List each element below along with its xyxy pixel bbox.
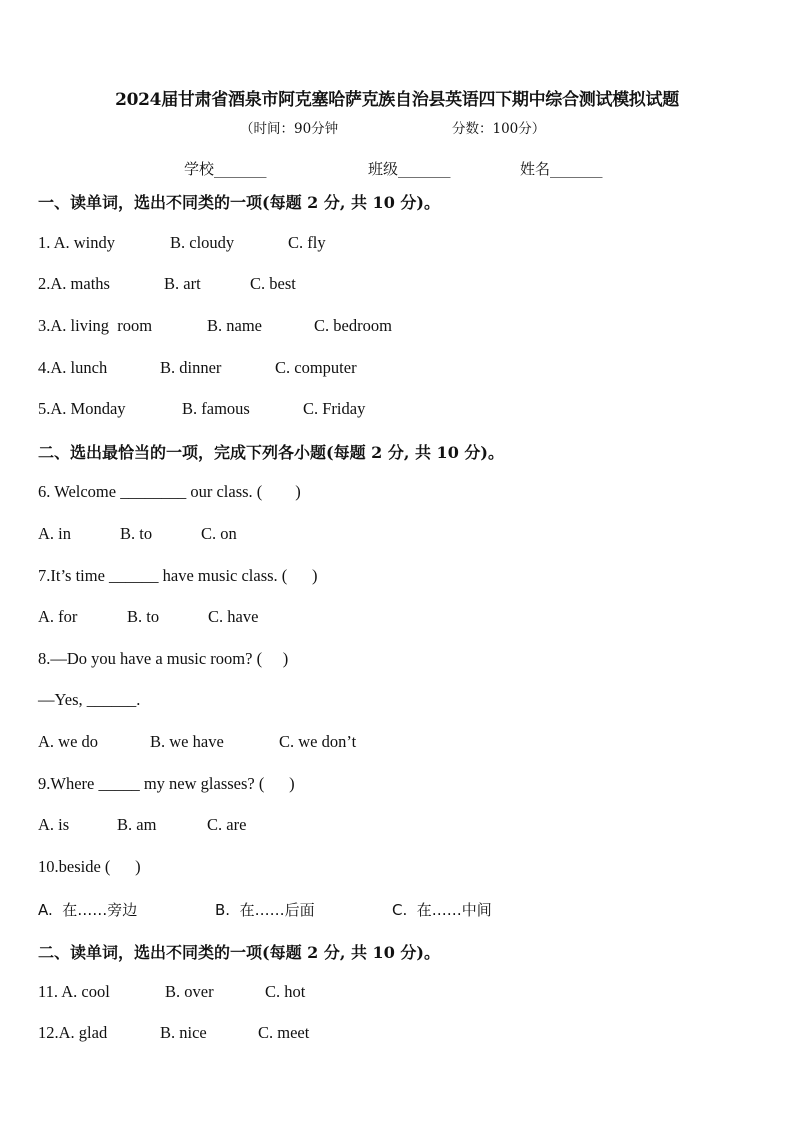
q6-stem: 6. Welcome ________ our class. ( ) [38, 482, 301, 501]
exam-score: 分数：100分） [452, 121, 546, 137]
q8-option-c: C. we don’t [279, 732, 357, 751]
q3-option-a: 3.A. living room [38, 316, 153, 335]
q8-option-a: A. we do [38, 732, 99, 751]
q5-option-a: 5.A. Monday [38, 399, 126, 418]
q3-option-b: B. name [207, 316, 262, 335]
q10-stem: 10.beside ( ) [38, 857, 141, 876]
q6-option-c: C. on [201, 524, 237, 543]
school-field: 学校_______ [184, 160, 267, 178]
q10-option-a: A. 在……旁边 [38, 901, 138, 919]
q7-stem: 7.It’s time ______ have music class. ( ) [38, 566, 318, 585]
q9-option-a: A. is [38, 815, 70, 834]
q1-option-c: C. fly [288, 233, 326, 252]
class-field: 班级_______ [368, 160, 451, 178]
q10-option-b: B. 在……后面 [215, 901, 315, 919]
q8-option-b: B. we have [150, 732, 224, 751]
q11-option-c: C. hot [265, 982, 306, 1001]
q3-option-c: C. bedroom [314, 316, 392, 335]
q8-reply: —Yes, ______. [38, 690, 141, 709]
q11-option-a: 11. A. cool [38, 982, 110, 1001]
section-heading-3: 二、读单词，选出不同类的一项(每题 2 分, 共 10 分)。 [38, 943, 440, 962]
q9-option-b: B. am [117, 815, 157, 834]
q2-option-b: B. art [164, 274, 201, 293]
exam-time: （时间：90分钟 [240, 121, 339, 137]
q10-option-c: C. 在……中间 [392, 901, 492, 919]
q12-option-c: C. meet [258, 1023, 310, 1042]
q12-option-a: 12.A. glad [38, 1023, 108, 1042]
q4-option-b: B. dinner [160, 358, 222, 377]
section-heading-2: 二、选出最恰当的一项，完成下列各小题(每题 2 分, 共 10 分)。 [38, 443, 504, 462]
q11-option-b: B. over [165, 982, 214, 1001]
q2-option-c: C. best [250, 274, 296, 293]
exam-title: 2024届甘肃省酒泉市阿克塞哈萨克族自治县英语四下期中综合测试模拟试题 [115, 90, 679, 110]
q7-option-b: B. to [127, 607, 160, 626]
q1-option-b: B. cloudy [170, 233, 235, 252]
q6-option-a: A. in [38, 524, 71, 543]
q12-option-b: B. nice [160, 1023, 207, 1042]
q7-option-c: C. have [208, 607, 259, 626]
q2-option-a: 2.A. maths [38, 274, 110, 293]
q1-option-a: 1. A. windy [38, 233, 116, 252]
q6-option-b: B. to [120, 524, 153, 543]
q7-option-a: A. for [38, 607, 78, 626]
q4-option-c: C. computer [275, 358, 357, 377]
q5-option-b: B. famous [182, 399, 250, 418]
q4-option-a: 4.A. lunch [38, 358, 108, 377]
q9-stem: 9.Where _____ my new glasses? ( ) [38, 774, 295, 793]
section-heading-1: 一、读单词，选出不同类的一项(每题 2 分, 共 10 分)。 [38, 193, 440, 212]
q9-option-c: C. are [207, 815, 247, 834]
q8-stem: 8.—Do you have a music room? ( ) [38, 649, 289, 668]
name-field: 姓名_______ [520, 160, 603, 178]
q5-option-c: C. Friday [303, 399, 366, 418]
